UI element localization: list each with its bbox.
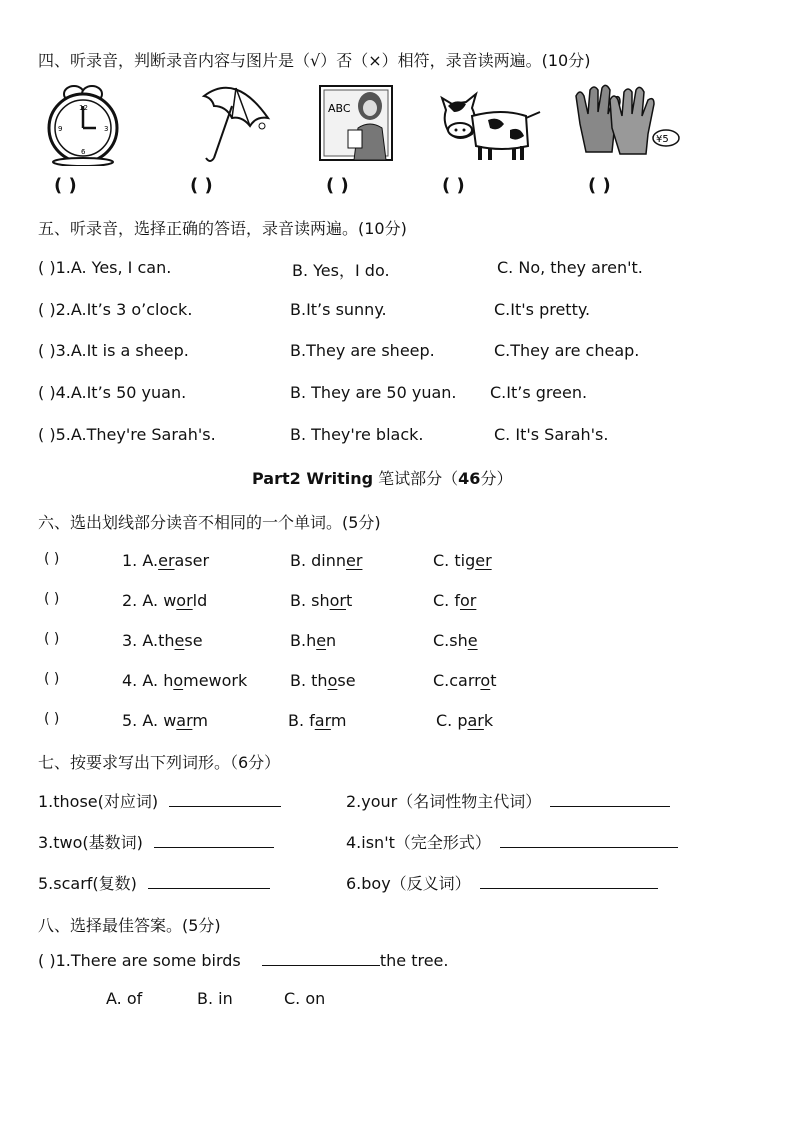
section4-heading: 四、听录音，判断录音内容与图片是（√）否（×）相符，录音读两遍。(10分)	[38, 51, 591, 70]
s5-q4-b: B. They are 50 yuan.	[290, 383, 457, 402]
s7-item-5-label: 5.scarf(复数)	[38, 874, 137, 893]
s8-option-c[interactable]: C. on	[284, 989, 326, 1008]
s6-q4-a-post: mework	[183, 671, 248, 690]
s6-q2-c-pre: C. f	[433, 591, 460, 610]
section8-heading: 八、选择最佳答案。(5分)	[38, 916, 221, 935]
s5-q3-b: B.They are sheep.	[290, 341, 435, 360]
s6-q2-a	[122, 591, 207, 610]
s6-q1-c	[433, 551, 492, 570]
section5-heading: 五、听录音，选择正确的答语，录音读两遍。(10分)	[38, 219, 407, 238]
s6-q1-b-u: er	[346, 551, 363, 570]
s6-q3-a-pre: 3. A.th	[122, 631, 175, 650]
s8-q1	[38, 951, 448, 970]
s7-item-2-label: 2.your（名词性物主代词）	[346, 792, 542, 811]
s6-q4-b-post: se	[337, 671, 356, 690]
s7-item-2	[346, 789, 670, 812]
s7-item-3-label: 3.two(基数词)	[38, 833, 143, 852]
s6-q4-c-post: t	[490, 671, 497, 690]
s6-q2-b-pre: B. sh	[290, 591, 330, 610]
s7-item-1	[38, 789, 281, 812]
s5-q1-b: B. Yes，I do.	[292, 261, 390, 280]
s5-q2-a: ( )2.A.It’s 3 o’clock.	[38, 300, 193, 319]
s7-item-5	[38, 871, 270, 894]
part2-score: 46	[458, 469, 481, 488]
s6-q4-b-pre: B. th	[290, 671, 328, 690]
s7-item-4-label: 4.isn't（完全形式）	[346, 833, 491, 852]
s6-q1-a	[122, 551, 209, 570]
s7-answer-5[interactable]	[148, 874, 270, 889]
s6-q2-a-post: ld	[192, 591, 208, 610]
s6-q1-a-u: er	[158, 551, 175, 570]
part2-heading	[252, 466, 512, 489]
price-tag: ¥5	[656, 134, 669, 145]
s6-q5-a	[122, 711, 208, 730]
svg-text:3: 3	[104, 125, 109, 133]
s6-q5-b-post: m	[330, 711, 347, 730]
s7-answer-3[interactable]	[154, 833, 274, 848]
answer-paren-1: ( )	[54, 175, 77, 196]
s7-answer-2[interactable]	[550, 792, 670, 807]
s6-q1-b-pre: B. dinn	[290, 551, 347, 570]
s7-answer-6[interactable]	[480, 874, 658, 889]
s6-q5-a-pre: 5. A. w	[122, 711, 177, 730]
s6-q5-a-u: ar	[176, 711, 193, 730]
s5-q5-c: C. It's Sarah's.	[494, 425, 609, 444]
answer-paren-2: ( )	[190, 175, 213, 196]
s6-q4-c	[433, 671, 496, 690]
s6-q1-b	[290, 551, 362, 570]
s6-paren-1: ( )	[44, 551, 60, 567]
s8-option-b[interactable]: B. in	[197, 989, 233, 1008]
s6-q5-b	[288, 711, 346, 730]
s6-q3-a	[122, 631, 203, 650]
s6-q1-c-u: er	[475, 551, 492, 570]
s6-q2-b-u: or	[329, 591, 346, 610]
part2-close: 分）	[480, 469, 513, 488]
s6-paren-2: ( )	[44, 591, 60, 607]
s5-q3-a: ( )3.A.It is a sheep.	[38, 341, 189, 360]
s5-q5-a: ( )5.A.They're Sarah's.	[38, 425, 216, 444]
s6-q5-a-post: m	[192, 711, 208, 730]
s6-q5-c-pre: C. p	[436, 711, 468, 730]
s6-q3-b-pre: B.h	[290, 631, 317, 650]
part2-rest: 笔试部分（	[378, 469, 459, 488]
s5-q5-b: B. They're black.	[290, 425, 424, 444]
answer-paren-3: ( )	[326, 175, 349, 196]
s6-q3-b	[290, 631, 336, 650]
s6-q5-b-pre: B. f	[288, 711, 315, 730]
s6-q5-c	[436, 711, 493, 730]
s6-q1-a-pre: 1. A.	[122, 551, 159, 570]
s6-paren-4: ( )	[44, 671, 60, 687]
answer-paren-5: ( )	[588, 175, 611, 196]
s6-q2-b-post: t	[346, 591, 353, 610]
s7-answer-1[interactable]	[169, 792, 281, 807]
s6-q1-c-pre: C. tig	[433, 551, 476, 570]
s6-q4-c-pre: C.carr	[433, 671, 481, 690]
clock-icon	[44, 82, 122, 166]
s6-q4-a	[122, 671, 247, 690]
s8-q1-post: the tree.	[379, 951, 449, 970]
s7-item-4	[346, 830, 678, 853]
s6-q4-b	[290, 671, 356, 690]
s6-q3-a-u: e	[174, 631, 185, 650]
s6-q3-b-post: n	[326, 631, 337, 650]
s5-q4-c: C.It’s green.	[490, 383, 588, 402]
gloves-icon	[572, 84, 680, 158]
svg-text:9: 9	[58, 125, 63, 133]
svg-text:12: 12	[79, 104, 88, 112]
s6-q5-c-u: ar	[467, 711, 484, 730]
s6-q2-b	[290, 591, 352, 610]
s7-item-6	[346, 871, 658, 894]
umbrella-icon	[196, 76, 276, 166]
cow-icon	[432, 90, 546, 164]
section6-heading: 六、选出划线部分读音不相同的一个单词。(5分)	[38, 513, 381, 532]
s8-option-a[interactable]: A. of	[106, 989, 143, 1008]
answer-paren-4: ( )	[442, 175, 465, 196]
s5-q2-c: C.It's pretty.	[494, 300, 591, 319]
s6-paren-3: ( )	[44, 631, 60, 647]
s6-q3-c-pre: C.sh	[433, 631, 468, 650]
s6-q2-a-pre: 2. A. w	[122, 591, 177, 610]
s6-q2-a-u: or	[176, 591, 193, 610]
s6-q4-a-pre: 4. A. h	[122, 671, 174, 690]
section7-heading: 七、按要求写出下列词形。（6分）	[38, 753, 281, 772]
s6-q5-c-post: k	[483, 711, 494, 730]
s6-q5-b-u: ar	[314, 711, 331, 730]
s7-item-1-label: 1.those(对应词)	[38, 792, 159, 811]
s6-paren-5: ( )	[44, 711, 60, 727]
s6-q2-c-u: or	[459, 591, 477, 610]
s7-answer-4[interactable]	[500, 833, 678, 848]
teacher-icon	[318, 84, 396, 164]
s5-q1-c: C. No, they aren't.	[497, 258, 643, 277]
s5-q1-a: ( )1.A. Yes, I can.	[38, 258, 172, 277]
s7-item-3	[38, 830, 274, 853]
part2-bold: Part2 Writing	[252, 469, 374, 488]
svg-text:6: 6	[81, 148, 86, 156]
s6-q3-b-u: e	[316, 631, 327, 650]
s6-q2-c	[433, 591, 476, 610]
s7-item-6-label: 6.boy（反义词）	[346, 874, 471, 893]
s6-q4-b-u: o	[327, 671, 338, 690]
s5-q3-c: C.They are cheap.	[494, 341, 640, 360]
s6-q4-a-u: o	[173, 671, 184, 690]
s5-q4-a: ( )4.A.It’s 50 yuan.	[38, 383, 187, 402]
s6-q1-a-post: aser	[174, 551, 210, 570]
s8-q1-blank[interactable]	[262, 951, 380, 966]
s6-q3-c-u: e	[467, 631, 478, 650]
s5-q2-b: B.It’s sunny.	[290, 300, 387, 319]
s8-q1-pre: ( )1.There are some birds	[38, 951, 241, 970]
s6-q4-c-u: o	[480, 671, 491, 690]
s6-q3-a-post: se	[184, 631, 203, 650]
s6-q3-c	[433, 631, 478, 650]
abc-label: ABC	[328, 102, 351, 115]
